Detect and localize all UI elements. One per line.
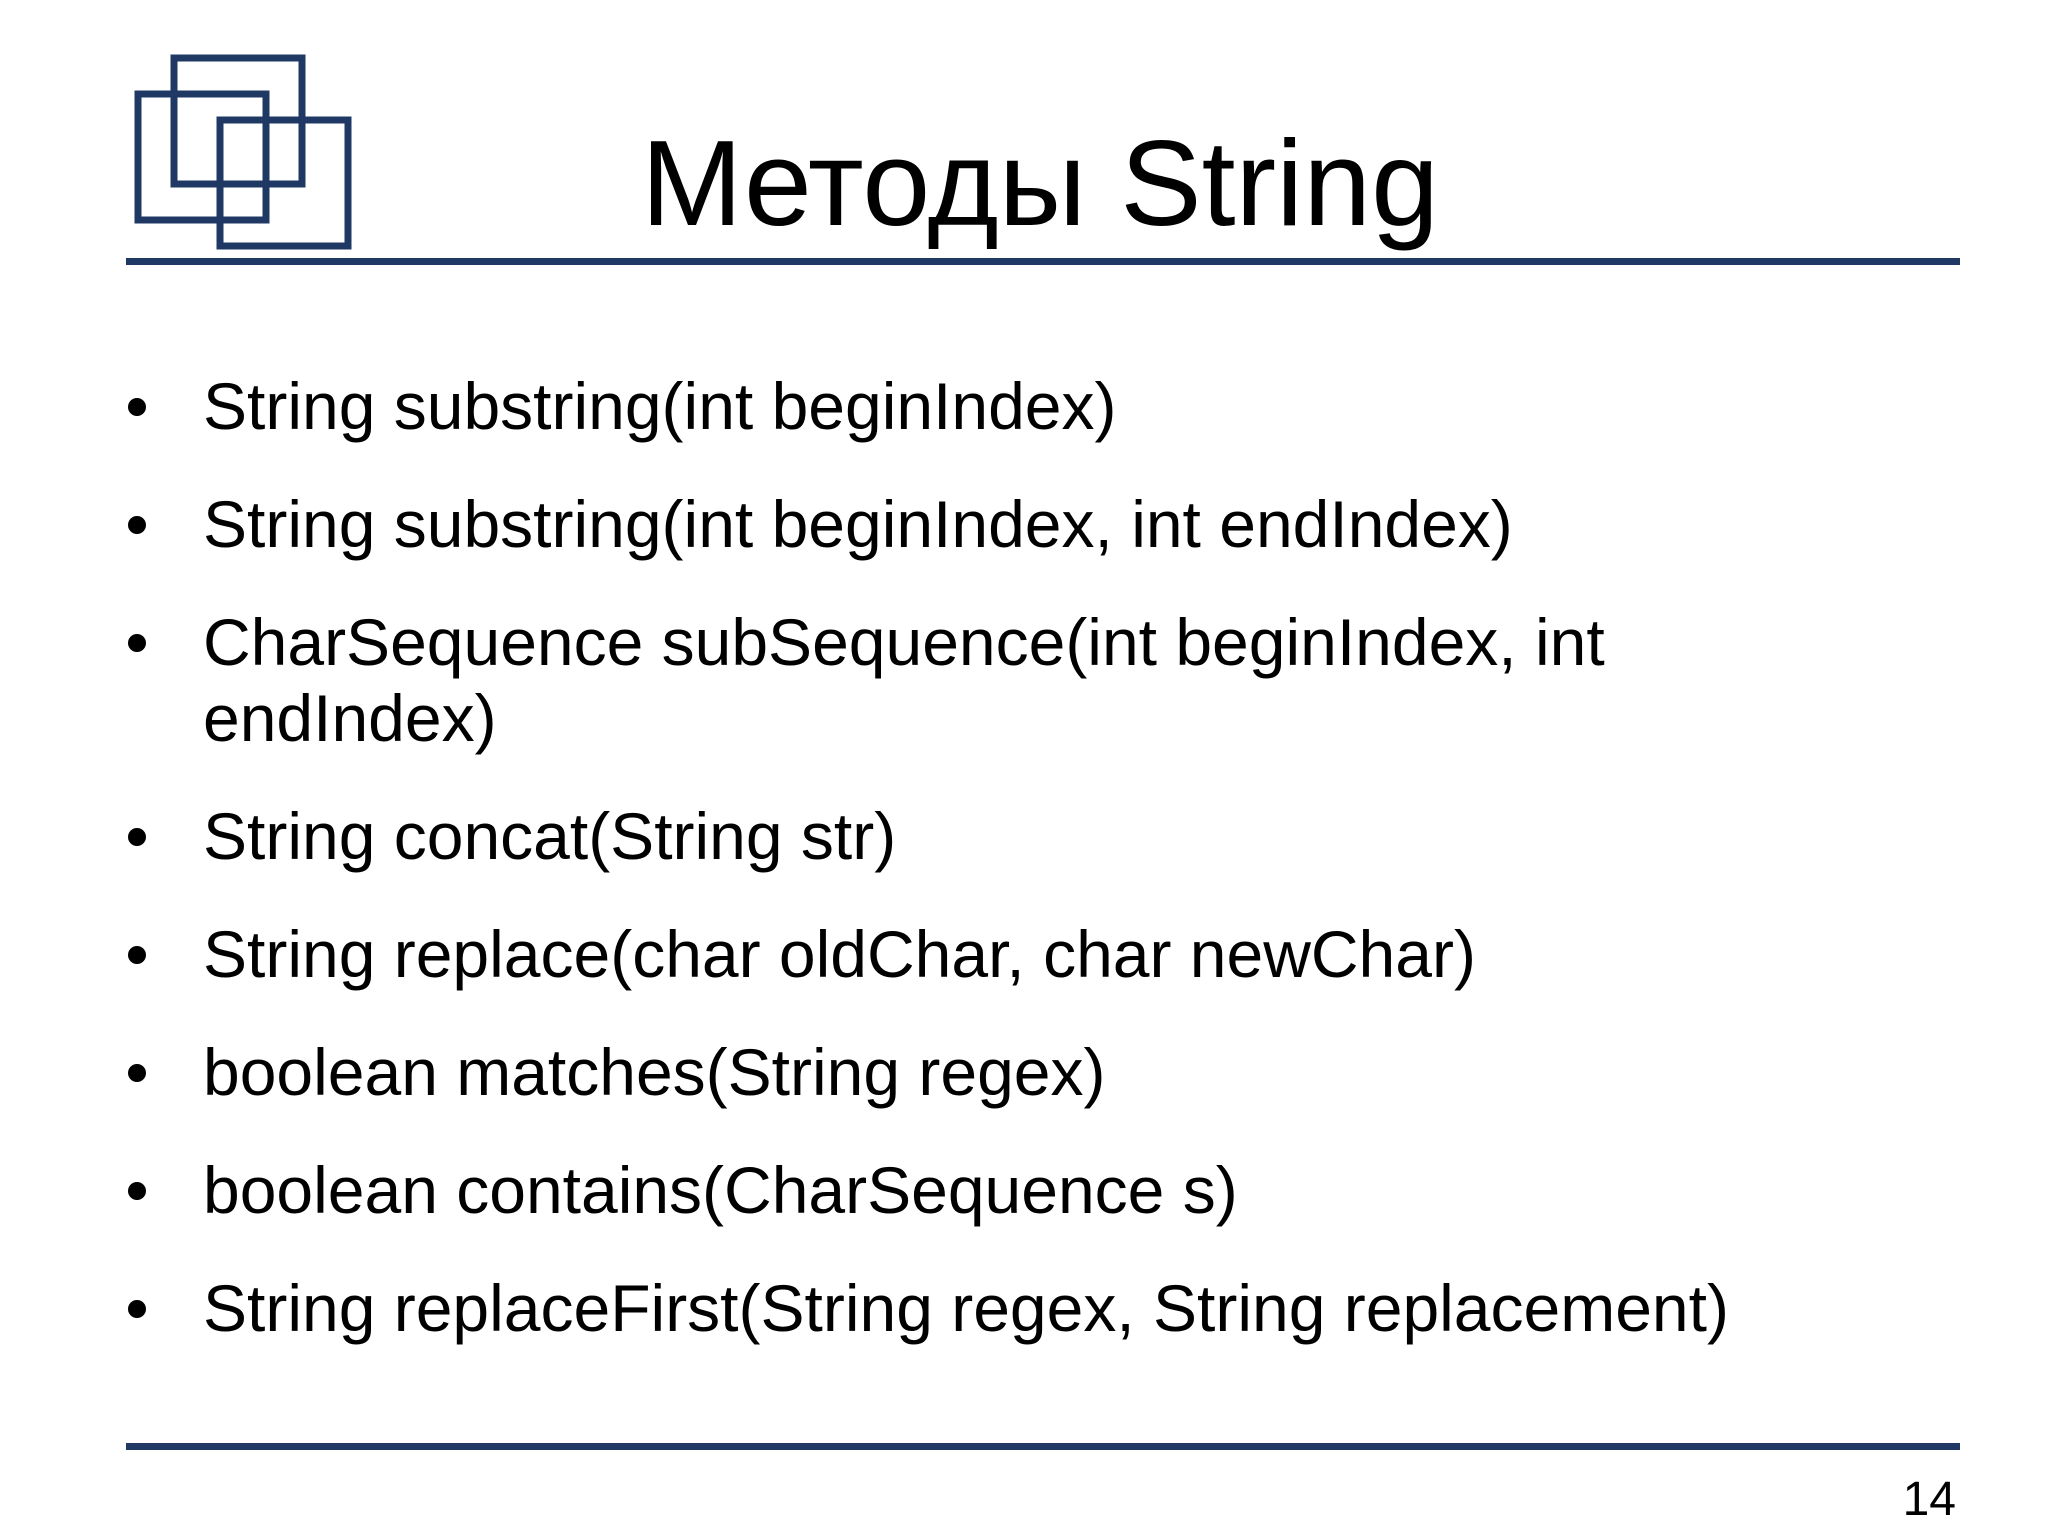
bullet-dot-icon (128, 634, 146, 652)
title-divider (126, 258, 1960, 265)
bullet-item (126, 1034, 1906, 1110)
bullet-text: boolean contains(CharSequence s) (203, 1153, 1238, 1227)
bullet-text: CharSequence subSequence(int beginIndex, int endIndex) (203, 605, 1605, 755)
bullet-dot-icon (128, 516, 146, 534)
bullet-text: String substring(int beginIndex) (203, 369, 1117, 443)
bullet-dot-icon (128, 398, 146, 416)
bullet-item (126, 1152, 1906, 1228)
bullet-text: String substring(int beginIndex, int endIndex) (203, 487, 1513, 561)
bullet-item (126, 798, 1906, 874)
bullet-text: String concat(String str) (203, 799, 897, 873)
slide-title: Методы String (641, 115, 1439, 251)
overlapping-squares-icon (134, 54, 354, 250)
bullet-text: boolean matches(String regex) (203, 1035, 1106, 1109)
bullet-item (126, 368, 1906, 444)
bullet-item (126, 604, 1833, 756)
bullet-item (126, 486, 1906, 562)
bullet-item (126, 916, 1906, 992)
bullet-dot-icon (128, 946, 146, 964)
bullet-dot-icon (128, 828, 146, 846)
page-number: 14 (1902, 1473, 1956, 1526)
bullet-item (126, 1270, 1906, 1346)
bullet-list (126, 368, 1906, 1388)
bullet-dot-icon (128, 1182, 146, 1200)
bullet-text: String replaceFirst(String regex, String replacement) (203, 1271, 1729, 1345)
bullet-dot-icon (128, 1300, 146, 1318)
bullet-dot-icon (128, 1064, 146, 1082)
bullet-text: String replace(char oldChar, char newChar) (203, 917, 1476, 991)
footer-divider (126, 1443, 1960, 1450)
